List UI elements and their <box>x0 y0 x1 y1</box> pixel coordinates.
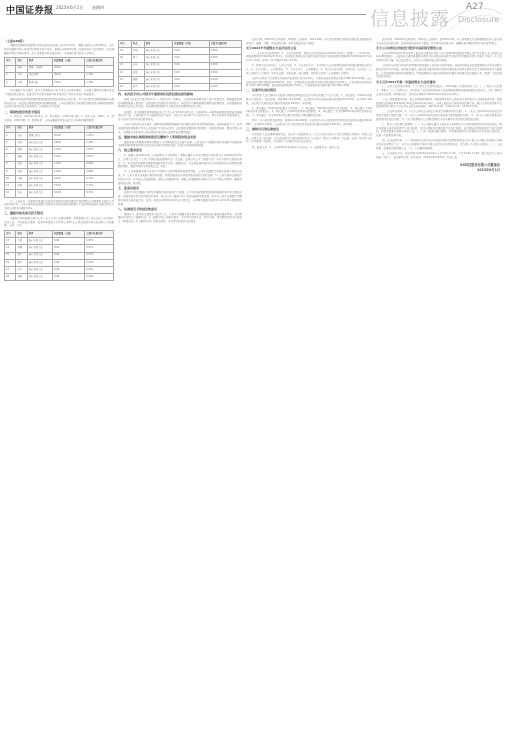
paragraph: 本次股东大会以现场记名投票与网络投票相结合的方式审议并通过了以下议案：1、审议通过《2022年度董事会工作报告》。表决结果：同意386,321,020股，占出席会议有效表决权股份总数的99.9475%；反对203,100股，占出席会议有效表决权股份总数的0.0525%；弃权0股。 <box>246 94 372 105</box>
table-cell: 4 <box>5 132 16 139</box>
table-cell: 15.00 <box>53 147 85 154</box>
table-row <box>119 84 242 91</box>
table-cell: 张明 <box>16 65 27 72</box>
paragraph: 其中，中小投资者表决情况：同意34,141,020股，占出席会议中小投资者所持有效表决权股份总数的99.4086%；反对203,100股，占出席会议中小投资者所持有效表决权股份总数的0.5914%；弃权0股。 <box>246 119 372 127</box>
table-cell: 15 <box>5 252 16 259</box>
signature-date: 2023年6月1日 <box>477 168 500 173</box>
table-cell: 5.00 <box>173 62 209 69</box>
table-cell: 1.43% <box>85 132 114 139</box>
table-cell: 1.07% <box>85 154 114 161</box>
table-header-cell: 获授数量（万股） <box>53 125 85 132</box>
table-row <box>119 55 242 62</box>
table-cell: 4.00 <box>173 76 209 83</box>
table-header-row <box>5 58 114 65</box>
table-cell: 5.00 <box>173 69 209 76</box>
table-cell: 45.00 <box>53 65 85 72</box>
table-cell: 0.36% <box>209 62 241 69</box>
section-heading: 三、激励对象名单及授予情况 <box>4 211 44 216</box>
announcement-title: 关于公司向特定对象发行股票申请获得受理的公告 <box>376 45 443 50</box>
table-cell: 0.71% <box>85 190 114 197</box>
signature-block <box>378 163 500 173</box>
table-cell: 核心业务人员 <box>27 168 52 175</box>
paragraph: 公司于2023年5月30日收到上海证券交易所出具的《关于受理XX科技股份有限公司沪市主板上市公司发行证券申请的通知》。上海证券交易所依据相关规定对公司报送的向特定对象发行股票的申请文件进行了核对，认为该项申请文件齐备，符合法定形式，决定予以受理并依法进行审核。 <box>376 51 502 63</box>
table-header-cell: 占授予总量比例 <box>85 58 114 65</box>
section-heading: 五、激励对象认购限制性股票及缴纳个人所得税的资金安排 <box>118 134 197 139</box>
grant-table-2 <box>4 125 114 198</box>
table-header-cell: 姓名 <box>16 230 27 237</box>
table-cell: 1 <box>5 65 16 72</box>
paragraph: 律师认为，截至本法律意见书出具之日，公司本次调整及授予事项已取得现阶段必要的批准和授权；本次调整的内容符合《管理办法》及《激励计划》的相关规定；本次授予的授予日、授予对象、授予数量及授予价格符合《管理办法》及《激励计划》的相关规定；本次授予的条件已经满足。 <box>118 212 242 223</box>
table-header-cell: 职务 <box>27 58 52 65</box>
signature-company: XX科技股份有限公司董事会 <box>460 163 500 168</box>
paragraph: 一、召开会议的基本情况：（一）股东大会类型和届次：2023年第一次临时股东大会；（二）股东大会召集人：董事会；（三）投票方式：本次股东大会所采用的表决方式是现场投票和网络投票相结合的方式；（四）现场会议召开的日期、时间和地点：召开的日期时间为2023年6月16日14点00分。 <box>376 85 502 96</box>
table-cell: 核心业务人员 <box>27 274 52 281</box>
table-cell: 17 <box>5 266 16 273</box>
table-cell: 核心技术人员 <box>27 140 52 147</box>
table-cell: 6.00 <box>53 259 85 266</box>
table-cell: 0.71% <box>85 183 114 190</box>
table-cell: 0.29% <box>209 84 241 91</box>
grant-table-4 <box>118 40 242 91</box>
table-header-cell: 职务 <box>27 230 52 237</box>
table-header-cell: 序号 <box>5 125 16 132</box>
page-header <box>0 0 506 36</box>
table-header-cell: 姓名 <box>131 41 144 48</box>
table-row <box>119 48 242 55</box>
table-header-row <box>119 41 242 48</box>
table-cell: 30.00 <box>53 72 85 79</box>
paragraph: 证券代码：600XXX 证券简称：XX科技 公告编号：临2023-032。本公司董事会及全体董事保证本公告内容不存在任何虚假记载、误导性陈述或者重大遗漏，并对其内容的真实性、准确性和完整性承担个别及连带责任。 <box>376 38 502 45</box>
table-row <box>5 183 114 190</box>
paragraph: 出席本次股东大会的股东及股东授权委托代表共计28人，代表有表决权的股份总数为386,524,120股，占公司有表决权股份总数的42.6815%。其中：出席现场会议的股东及股东授权委托代表共6人，代表有表决权的股份数为352,180,000股；通过网络投票的股东共22人，代表有表决权的股份数为34,344,120股。 <box>246 76 372 88</box>
paragraph: 四、备查文件：1、公司2022年年度股东大会决议；2、法律意见书。特此公告。 <box>252 145 342 149</box>
table-cell: 24 <box>119 84 132 91</box>
table-cell: 0.71% <box>85 176 114 183</box>
table-cell: 20.00 <box>53 132 85 139</box>
masthead: 中国证券报 <box>6 6 54 16</box>
paragraph: 按照《企业会计准则第11号——股份支付》的规定，公司将在限售期的每个资产负债表日，根据最新取得的可解除限售人数变动、业绩指标完成情况等后续信息，修正预计可解除限售的限制性股票数量，并按照限制性股票授予日的公允价值，将当期取得的服务计入相关成本或费用和资本公积。 <box>118 98 242 109</box>
table-cell: 梁宇 <box>131 55 144 62</box>
table-cell: 0.57% <box>85 252 114 259</box>
section-heading: 六、独立董事意见 <box>118 148 143 153</box>
table-header-cell: 序号 <box>5 58 16 65</box>
paragraph: 公司以目前信息初步估计，限制性股票费用的摊销对有效期内各年净利润有所影响，但影响程度不大。若考虑限制性股票激励计划对公司发展产生的正向作用，由此激发管理团队的积极性，提高经营效率，降低代理人成本，本激励计划带来的公司业绩提升将远高于因其带来的费用增加。 <box>118 123 242 134</box>
table-cell: 郑凯 <box>131 69 144 76</box>
section-heading: 二、限制性股票的授予情况 <box>4 109 41 114</box>
table-cell: 6.00 <box>53 266 85 273</box>
table-row <box>5 154 114 161</box>
paragraph: 一、会议召开和出席情况：1、会议召开时间：现场会议召开时间为2023年5月31日（星期三）下午14:30；网络投票时间为2023年5月31日，其中通过深圳证券交易所交易系统进行网络投票的具体时间为2023年5月31日9:15—9:25，9:30—11:30和13:00—15:00。 <box>246 51 372 63</box>
table-cell: 14 <box>5 245 16 252</box>
table-cell: 核心业务人员 <box>27 154 52 161</box>
paragraph: 本次股东大会经律师现场见证，并出具了法律意见书，认为公司本次股东大会的召集和召开程序、召集人资格、出席会议人员资格、会议表决程序及表决结果均符合《公司法》《股东大会规则》等法律、法规、规范性文件和《公司章程》的规定，本次股东大会通过的决议合法有效。 <box>246 132 372 144</box>
paragraph: 注：上述任何一名激励对象通过全部在有效期内的股权激励计划获授的公司股票均未超过公司总股本的1%。公司全部有效的激励计划所涉及的标的股票总数累计不超过股权激励计划提交股东大会时公司股本总额的10%。 <box>4 199 114 210</box>
table-cell: 韩雪 <box>131 84 144 91</box>
table-header-cell: 职务 <box>144 41 172 48</box>
table-cell: 核心技术人员 <box>27 147 52 154</box>
table-header-cell: 占授予总量比例 <box>85 125 114 132</box>
paragraph: 二、会议审议事项：1、《关于公司符合向特定对象发行股票条件的议案》；2、《关于公司2023年度向特定对象发行股票方案的议案》；3、《关于公司2023年度向特定对象发行股票预案的议案》；4、《关于公司前次募集资金使用情况报告的议案》；5、《关于提请股东大会授权董事会全权办理本次发行相关事宜的议案》。 <box>376 110 502 121</box>
table-cell: 12.00 <box>53 161 85 168</box>
table-row <box>5 274 114 281</box>
table-cell: 10 <box>5 176 16 183</box>
table-cell: 宋洁 <box>131 62 144 69</box>
table-cell: 核心业务人员 <box>27 245 52 252</box>
table-cell: 徐丽 <box>16 183 27 190</box>
table-cell: 18.00 <box>53 140 85 147</box>
grant-table-1 <box>4 57 114 87</box>
paragraph: 激励对象因获授的限制性股票而取得的现金股利由公司代管，作为应付股利在解除限售时向激励对象支付；若该部分限制性股票未能解除限售，公司在按照本计划的规定回购该部分限制性股票时应扣除代管的该部分现金股利，并做相应会计处理。 <box>4 97 114 109</box>
table-header-cell: 序号 <box>5 230 16 237</box>
paragraph: 2、现场会议召开地点：公司会议室。3、会议召开方式：本次股东大会采取现场投票与网络投票相结合的方式。4、会议召集人：公司董事会。5、会议主持人：公司董事长。6、本次会议的召集、召开符合《公司法》《上市公司股东大会规则》等有关法律、行政法规、部门规章、规范性文件和《公司章程》的规定。 <box>246 64 372 75</box>
table-row <box>119 69 242 76</box>
table-cell: 郭亮 <box>16 259 27 266</box>
section-heading: 八、法律意见书的结论性意见 <box>118 206 158 211</box>
column-3 <box>246 38 372 744</box>
paragraph: 2、审议通过《2022年度监事会工作报告》。3、审议通过《2022年年度报告及其摘要》。4、审议通过《2022年度财务决算报告》。5、审议通过《2022年度利润分配预案》。6、审议通过《关于续聘2023年度审计机构的议案》。7、审议通过《关于2023年度向银行申请综合授信额度的议案》。 <box>246 106 372 118</box>
table-cell: 核心业务人员 <box>27 183 52 190</box>
announcement-title: 关于2022年年度股东大会决议的公告 <box>246 45 297 50</box>
table-cell: 0.57% <box>85 245 114 252</box>
table-cell: 核心业务人员 <box>27 238 52 245</box>
table-cell: 核心业务人员 <box>27 161 52 168</box>
table-cell: 吴刚 <box>16 176 27 183</box>
continuation-note: （上接A26版） <box>4 38 26 43</box>
table-cell: 8.00 <box>53 252 85 259</box>
table-cell: 马超 <box>16 238 27 245</box>
table-cell: 核心业务人员 <box>144 62 172 69</box>
table-cell: 6.00 <box>53 274 85 281</box>
table-cell: 0.57% <box>85 238 114 245</box>
table-row <box>5 65 114 72</box>
table-cell: 1.07% <box>85 147 114 154</box>
table-cell: 核心业务人员 <box>27 176 52 183</box>
table-header-row <box>5 125 114 132</box>
table-cell: 13 <box>5 238 16 245</box>
page-number: A27 <box>466 2 484 12</box>
table-header-cell: 职务 <box>27 125 52 132</box>
table-cell: 5.00 <box>173 55 209 62</box>
table-row <box>119 62 242 69</box>
table-header-cell: 姓名 <box>16 58 27 65</box>
table-cell: 赵伟 <box>16 132 27 139</box>
section-title: 信息披露 <box>370 8 451 30</box>
table-cell: 6 <box>5 147 16 154</box>
table-cell: 15.00 <box>53 154 85 161</box>
table-cell: 8.00 <box>53 238 85 245</box>
table-cell: 5 <box>5 140 16 147</box>
paragraph: （五）网络投票的系统、起止日期和投票时间：网络投票系统为上海证券交易所股东大会网络投票系统；网络投票起止时间自2023年6月16日至2023年6月16日。采用上海证券交易所网络投票系统，通过交易系统投票平台的投票时间为股东大会召开当日的交易时间段，即9:15-9:25，9:30-11:30，13:00-15:00。 <box>376 97 502 109</box>
table-row <box>119 76 242 83</box>
table-header-cell: 占授予总量比例 <box>209 41 241 48</box>
table-cell: 10.00 <box>53 190 85 197</box>
table-row <box>5 245 114 252</box>
table-cell: 黄磊 <box>16 161 27 168</box>
table-row <box>5 176 114 183</box>
table-cell: 核心业务人员 <box>144 69 172 76</box>
table-cell: 0.36% <box>209 48 241 55</box>
paragraph: 三、股东大会投票注意事项：（一）本公司股东通过上海证券交易所股东大会网络投票系统行使表决权的，既可以登陆交易系统投票平台进行投票，也可以登陆互联网投票平台进行投票。首次登陆互联网投票平台进行投票的，投资者需要完成股东身份认证。（二）同一表决权通过现场、本所网络投票平台或其他方式重复进行表决的，以第一次投票结果为准。 <box>376 123 502 138</box>
table-cell: 何平 <box>16 266 27 273</box>
table-cell: 4.00 <box>173 84 209 91</box>
table-row <box>5 72 114 79</box>
table-cell: 1.28% <box>85 140 114 147</box>
table-cell: 0.86% <box>85 168 114 175</box>
paragraph: 经测算，本次限制性股票激励成本合计为人民币8,523.60万元，则2023年—2026年限制性股票成本摊销情况见下表。上述结果并不代表最终的会计成本，实际会计成本除了与实际授予日、授予价格和授予数量相关，还与实际生效和失效的数量有关。 <box>118 110 242 122</box>
paragraph: 监事会对本次激励计划授予的激励对象名单进行了核查，认为本次获授限制性股票的激励对象均符合相关法律、法规及规范性文件所规定的条件，符合公司《激励计划》规定的激励对象范围，其作为公司本次激励计划激励对象的主体资格合法、有效。同意以2023年5月31日为授予日，向186名激励对象授予1,402.00万股限制性股票。 <box>118 191 242 206</box>
table-cell: 0.36% <box>209 69 241 76</box>
table-cell: 林峰 <box>16 274 27 281</box>
table-cell: 8 <box>5 161 16 168</box>
table-cell: 9 <box>5 168 16 175</box>
table-cell: 王强 <box>16 79 27 86</box>
table-header-cell: 序号 <box>119 41 132 48</box>
table-cell: 25.00 <box>53 79 85 86</box>
table-cell: 核心业务人员 <box>27 252 52 259</box>
section-heading: 三、律师出具的法律意见 <box>246 127 280 132</box>
table-cell: 7 <box>5 154 16 161</box>
section-heading: 七、监事会意见 <box>118 185 140 190</box>
table-header-row <box>5 230 114 237</box>
table-row <box>5 190 114 197</box>
paragraph: 四、会议出席对象：（一）股权登记日收市后在中国证券登记结算有限责任公司上海分公司登记在册的公司股东有权出席股东大会，并可以以书面形式委托代理人出席会议和参加表决。该代理人不必是公司股东。（二）公司董事、监事和高级管理人员。（三）公司聘请的律师。 <box>376 139 502 150</box>
section-heading: 二、议案审议表决情况 <box>246 88 277 93</box>
table-cell: 副总经理 <box>27 72 52 79</box>
table-header-cell: 获授数量（万股） <box>53 230 85 237</box>
table-cell: 刘洋 <box>16 140 27 147</box>
column-2 <box>118 38 242 744</box>
table-cell: 11 <box>5 183 16 190</box>
paragraph: 1、根据公司2022年第二次临时股东大会的授权，董事会确定公司本次激励计划的授予日为2023年5月31日，该授予日符合《上市公司股权激励管理办法》等法律、法规以及公司《激励计划》中关于授予日的相关规定。2、本次拟授予限制性股票的激励对象不存在《管理办法》等法律法规和规范性文件规定的禁止获授股权激励的情形，激励对象的主体资格合法、有效。 <box>118 154 242 169</box>
table-row <box>5 79 114 86</box>
paragraph: 1、授予日：2023年5月31日；2、授予数量：1,402.00万股；3、授予人数：186人；4、授予价格：9.86元/股；5、股票来源：公司向激励对象定向发行公司A股普通股股票。 <box>4 115 114 122</box>
table-cell: 12 <box>5 190 16 197</box>
table-cell: 财务总监 <box>27 79 52 86</box>
table-row <box>5 238 114 245</box>
table-header-cell: 获授数量（万股） <box>53 58 85 65</box>
table-cell: 周敏 <box>16 168 27 175</box>
grant-table-3 <box>4 230 114 281</box>
table-cell: 8.00 <box>53 245 85 252</box>
table-cell: 0.36% <box>209 55 241 62</box>
table-cell: 罗斌 <box>131 48 144 55</box>
table-cell: 董事会秘书 <box>27 132 52 139</box>
table-cell: 22 <box>119 69 132 76</box>
table-cell: 核心业务人员 <box>144 76 172 83</box>
table-cell: 12.00 <box>53 168 85 175</box>
section-heading: 四、本次授予对公司相关年度财务状况和经营成果的影响 <box>118 92 194 97</box>
announcement-title: 关于召开2023年第一次临时股东大会的通知 <box>376 79 436 84</box>
table-cell: 0.43% <box>85 266 114 273</box>
table-cell: 23 <box>119 76 132 83</box>
table-cell: 2.14% <box>85 72 114 79</box>
paragraph: 激励对象认购限制性股票及缴纳个人所得税的资金全部为自筹，公司承诺不为激励对象依本激励计划获取有关限制性股票提供贷款以及其他任何形式的财务资助，包括为其贷款提供担保。 <box>118 140 242 148</box>
table-row <box>5 132 114 139</box>
table-cell: 1.78% <box>85 79 114 86</box>
table-cell: 陈静 <box>16 147 27 154</box>
table-cell: 核心业务人员 <box>144 84 172 91</box>
table-row <box>5 161 114 168</box>
column-1 <box>4 38 114 744</box>
table-cell: 李华 <box>16 72 27 79</box>
table-cell: 0.29% <box>209 76 241 83</box>
table-cell: 0.86% <box>85 161 114 168</box>
table-header-cell: 姓名 <box>16 125 27 132</box>
table-cell: 3 <box>5 79 16 86</box>
table-row <box>5 252 114 259</box>
table-row <box>5 140 114 147</box>
table-cell: 20 <box>119 55 132 62</box>
header-rule <box>6 14 366 15</box>
table-row <box>5 266 114 273</box>
table-cell: 21 <box>119 62 132 69</box>
table-cell: 2 <box>5 72 16 79</box>
table-header-cell: 占授予总量比例 <box>85 230 114 237</box>
paragraph: 3、公司和激励对象均未发生不得授予或获授限制性股票的情形，公司本次激励计划规定的授予条件已成就。4、公司不存在向激励对象提供贷款、贷款担保或任何其他财务资助的计划或安排。5、公司实施本次激励计划有利于进一步完善公司治理结构，健全公司激励机制，增强公司管理团队和核心骨干对实现公司持续、健康发展的责任感、使命感。 <box>118 170 242 185</box>
issue-weekday: 星期四 <box>92 5 104 10</box>
table-cell: 核心业务人员 <box>27 259 52 266</box>
table-cell: 胡军 <box>16 252 27 259</box>
table-cell: 董事、总经理 <box>27 65 52 72</box>
table-row <box>5 168 114 175</box>
table-cell: 3.21% <box>85 65 114 72</box>
table-cell: 孙涛 <box>16 190 27 197</box>
table-cell: 10.00 <box>53 183 85 190</box>
table-header-cell: 获授数量（万股） <box>173 41 209 48</box>
table-cell: 10.00 <box>53 176 85 183</box>
paragraph: 调整后的限制性股票授予价格由原来的每股人民币10.10元，调整为每股人民币9.86元，本次授予的激励对象人数及授予数量未发生变化。根据公司2022年第二次临时股东大会的授权，本次调整属于授权范围内事项，经公司董事会审议通过即可，无需再次提交股东大会审议。 <box>4 44 114 55</box>
table-cell: 核心业务人员 <box>27 190 52 197</box>
table-cell: 核心业务人员 <box>144 48 172 55</box>
table-cell: 核心业务人员 <box>144 55 172 62</box>
table-cell: 16 <box>5 259 16 266</box>
table-cell: 19 <box>119 48 132 55</box>
paragraph: 证券代码：002XXX 证券简称：XX股份 公告编号：2023-046。本公司及董事会全体成员保证信息披露的内容真实、准确、完整，没有虚假记载、误导性陈述或重大遗漏。 <box>246 38 372 45</box>
section-title-english: Disclosure <box>458 15 500 24</box>
table-cell: 杨帆 <box>16 154 27 161</box>
paragraph: 本次激励计划实施后，将不会导致股权分布不符合上市条件要求。公司独立董事对该事项发表了同意的独立意见，监事会对本次授予激励对象名单进行了核实并发表了核查意见。 <box>4 89 114 96</box>
table-cell: 0.43% <box>85 274 114 281</box>
table-cell: 5.00 <box>173 48 209 55</box>
paragraph: 本激励计划的激励对象为公司（含子公司）任职的董事、高级管理人员、核心技术人员及核心业务人员，不包括独立董事、监事及单独或合计持有公司5%以上股份的股东或实际控制人及其配偶、父母、子女。 <box>4 216 114 228</box>
column-4 <box>376 38 502 744</box>
table-cell: 朱琳 <box>16 245 27 252</box>
table-cell: 核心业务人员 <box>27 266 52 273</box>
table-cell: 18 <box>5 274 16 281</box>
table-row <box>5 259 114 266</box>
paragraph: 公司本次向特定对象发行股票事项尚需通过上海证券交易所审核，并获得中国证券监督管理委员会作出同意注册的决定后方可实施。最终能否通过上海证券交易所审核并获得中国证监会同意注册的决定及其时间尚存在不确定性。公司将根据该事项的进展情况，严格按照相关法律法规的规定和要求及时履行信息披露义务，敬请广大投资者注意投资风险。 <box>376 64 502 79</box>
paragraph: 五、会议登记方法：登记时间为2023年6月14日上午9:00-11:30，下午13:30-17:00；登记地点为公司证券部。联系人：证券事务代表；联系电话：0XXX-XXXXXXXX。特此公告。 <box>376 151 502 159</box>
table-row <box>5 147 114 154</box>
issue-date: 2023年6月1日 <box>56 5 84 10</box>
table-cell: 谢鹏 <box>131 76 144 83</box>
table-cell: 0.43% <box>85 259 114 266</box>
